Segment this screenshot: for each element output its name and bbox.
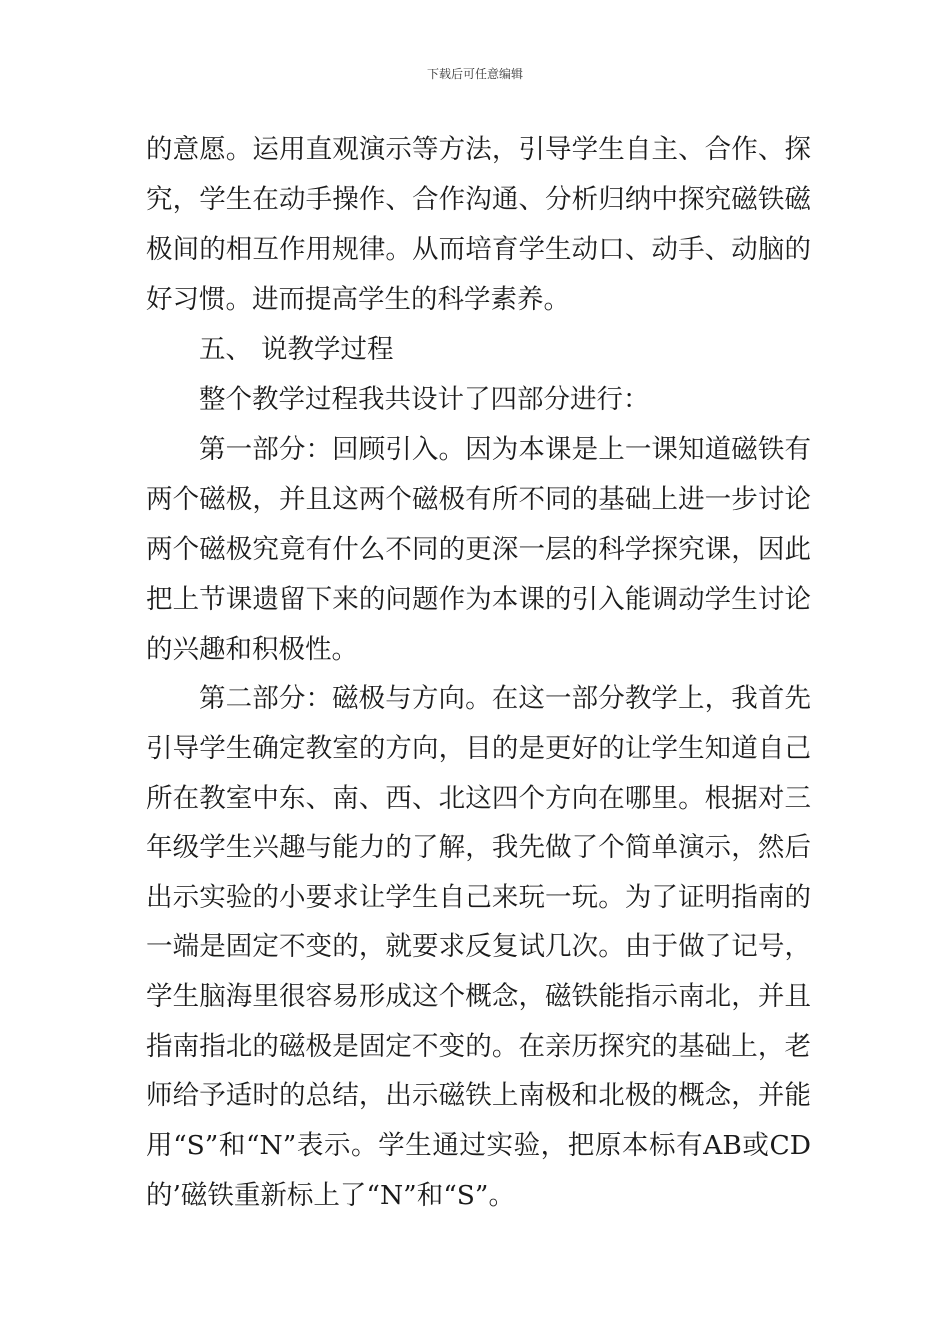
paragraph-line: 两个磁极，并且这两个磁极有所不同的基础上进一步讨论 [146, 484, 811, 515]
paragraph-line: 所在教室中东、南、西、北这四个方向在哪里。根据对三 [146, 783, 811, 814]
paragraph-line: 年级学生兴趣与能力的了解，我先做了个简单演示，然后 [146, 832, 811, 863]
paragraph-line: 究，学生在动手操作、合作沟通、分析归纳中探究磁铁磁 [146, 184, 811, 215]
paragraph-line: 极间的相互作用规律。从而培育学生动口、动手、动脑的 [146, 234, 811, 265]
paragraph-line: 出示实验的小要求让学生自己来玩一玩。为了证明指南的 [146, 882, 811, 913]
section-heading [199, 325, 811, 375]
section-title: 说教学过程 [261, 334, 394, 365]
paragraph-line: 学生脑海里很容易形成这个概念，磁铁能指示南北，并且 [146, 981, 811, 1012]
paragraph-line: 的兴趣和积极性。 [146, 634, 358, 665]
paragraph-line: 的’磁铁重新标上了“N”和“S”。 [146, 1180, 515, 1211]
paragraph-line: 两个磁极究竟有什么不同的更深一层的科学探究课，因此 [146, 534, 811, 565]
paragraph-line: 把上节课遗留下来的问题作为本课的引入能调动学生讨论 [146, 584, 811, 615]
paragraph-line: 用“S”和“N”表示。学生通过实验，把原本标有AB或CD [146, 1130, 811, 1161]
paragraph-line: 一端是固定不变的，就要求反复试几次。由于做了记号， [146, 931, 811, 962]
paragraph-line: 师给予适时的总结，出示磁铁上南极和北极的概念，并能 [146, 1080, 811, 1111]
paragraph-line: 第二部分：磁极与方向。在这一部分教学上，我首先 [199, 683, 811, 714]
paragraph-line: 整个教学过程我共设计了四部分进行： [199, 384, 650, 415]
paragraph-line: 好习惯。进而提高学生的科学素养。 [146, 284, 570, 315]
paragraph-line: 指南指北的磁极是固定不变的。在亲历探究的基础上，老 [146, 1031, 811, 1062]
section-number: 五、 [199, 334, 252, 365]
paragraph-line: 引导学生确定教室的方向，目的是更好的让学生知道自己 [146, 733, 811, 764]
paragraph-line: 第一部分：回顾引入。因为本课是上一课知道磁铁有 [199, 434, 811, 465]
page-header: 下载后可任意编辑 [426, 67, 523, 81]
paragraph-line: 的意愿。运用直观演示等方法，引导学生自主、合作、探 [146, 134, 811, 165]
